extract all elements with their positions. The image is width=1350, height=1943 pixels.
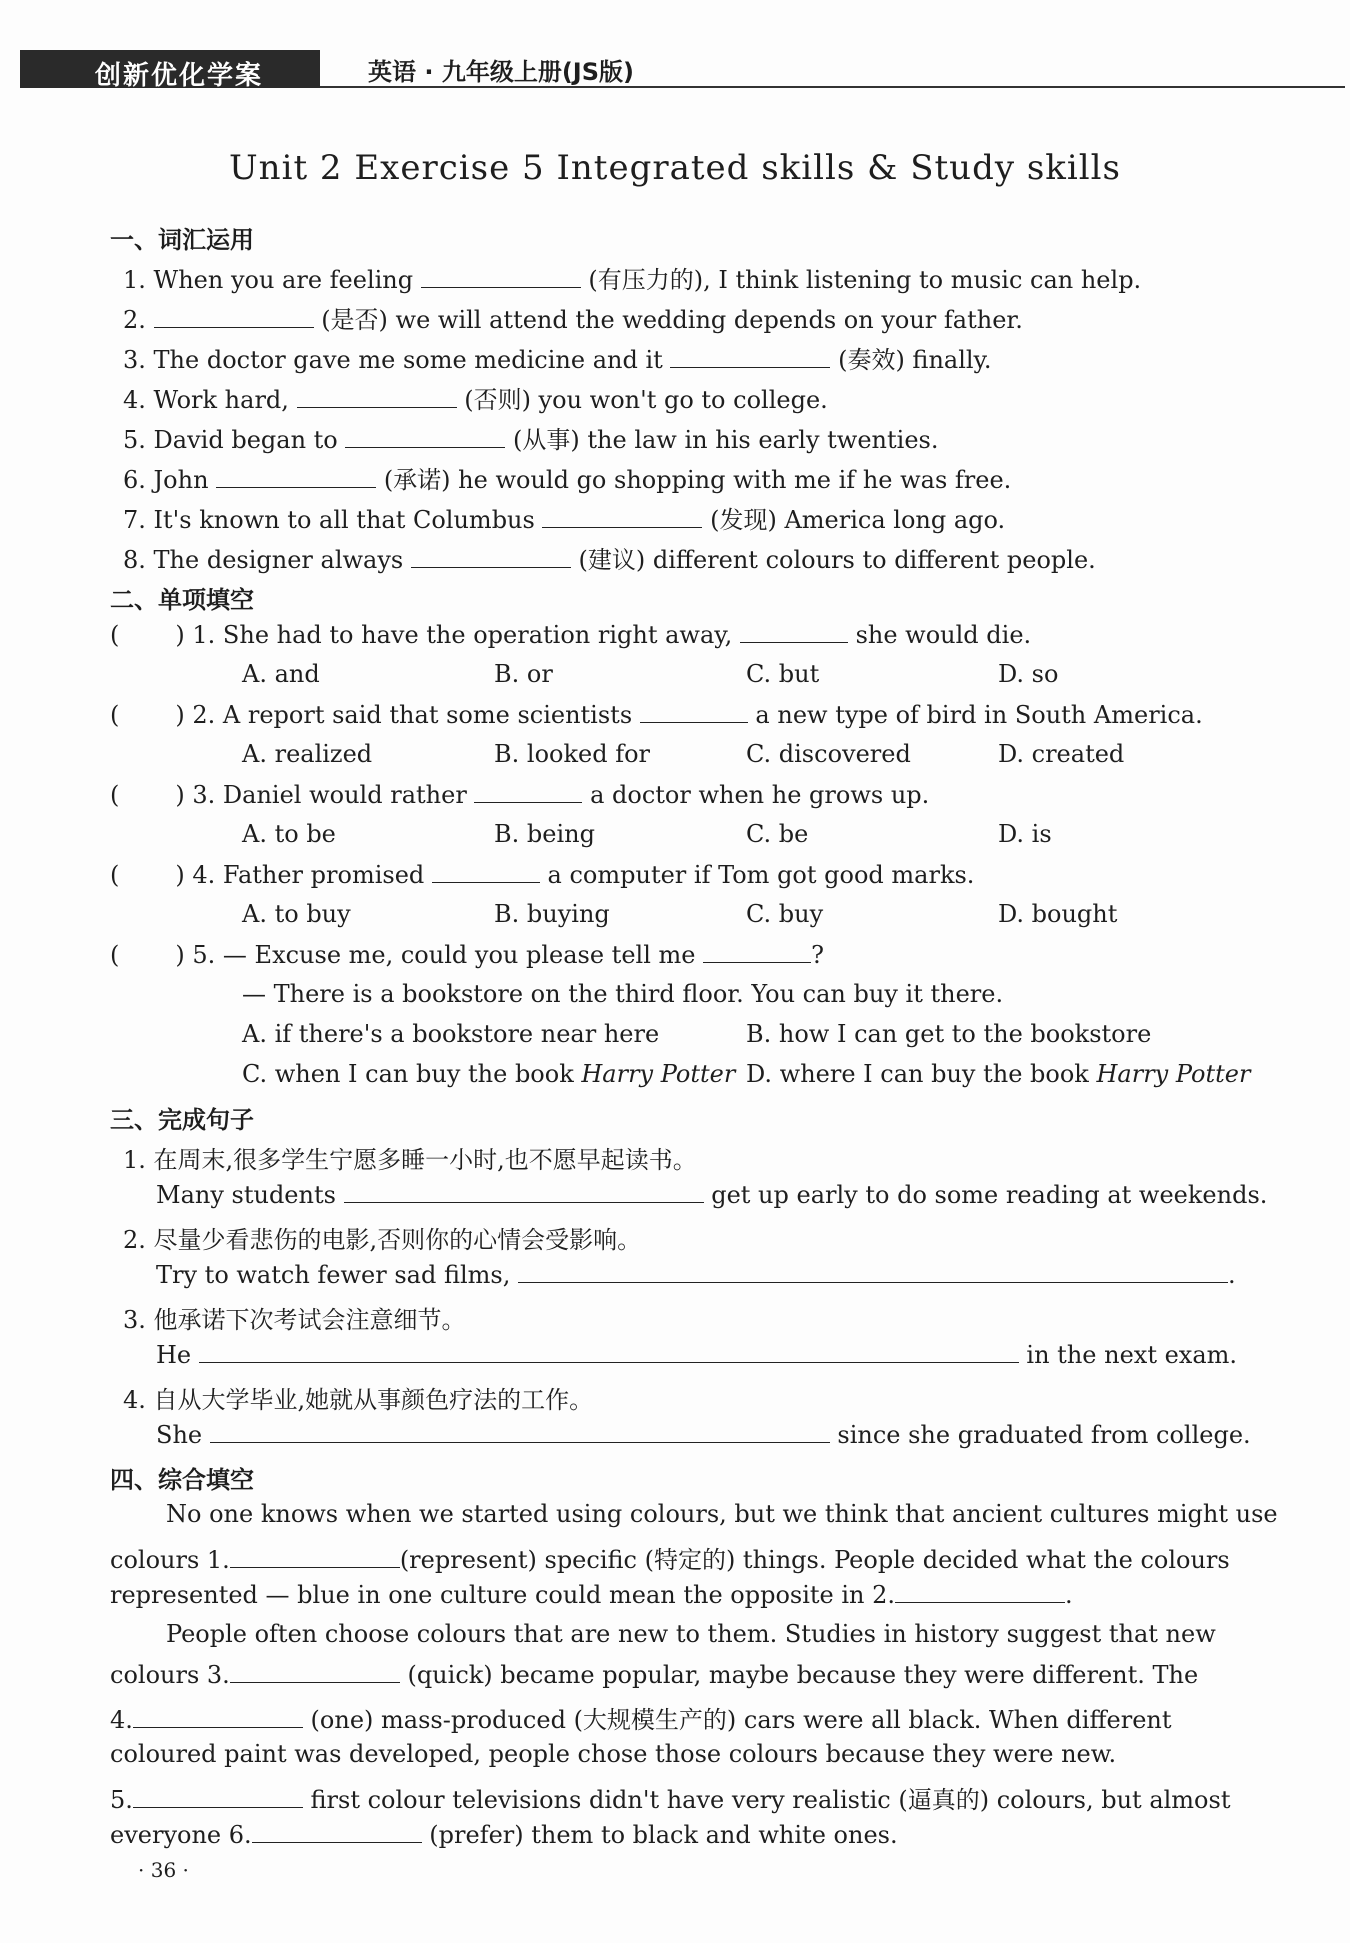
sentence-blank: Many students get up early to do some reading at weekends. <box>156 1181 1268 1209</box>
chinese-prompt: 2. 尽量少看悲伤的电影,否则你的心情会受影响。 <box>123 1226 642 1254</box>
option: B. being <box>494 820 595 848</box>
option: A. realized <box>242 740 373 768</box>
option: A. to buy <box>242 900 351 928</box>
option: B. buying <box>494 900 610 928</box>
option: B. how I can get to the bookstore <box>746 1020 1152 1048</box>
header-rule <box>320 86 1345 88</box>
option: B. or <box>494 660 553 688</box>
section-heading-single-choice: 二、单项填空 <box>110 586 254 614</box>
mc-question-5: ( ) 5. — Excuse me, could you please tell me ? <box>110 941 824 969</box>
sentence-blank: He in the next exam. <box>156 1341 1238 1369</box>
option: A. to be <box>242 820 336 848</box>
passage-line: colours 1. (represent) specific (特定的) things. People decided what the colours <box>110 1546 1230 1574</box>
chinese-prompt: 4. 自从大学毕业,她就从事颜色疗法的工作。 <box>123 1386 594 1414</box>
vocab-item: 4. Work hard, (否则) you won't go to college. <box>123 386 828 414</box>
mc-question-2: ( ) 2. A report said that some scientists a new type of bird in South America. <box>110 701 1203 729</box>
passage-line: represented — blue in one culture could mean the opposite in 2. . <box>110 1581 1073 1609</box>
passage-line: coloured paint was developed, people chose those colours because they were new. <box>110 1740 1117 1768</box>
vocab-item: 1. When you are feeling (有压力的), I think listening to music can help. <box>123 266 1142 294</box>
option: C. buy <box>746 900 824 928</box>
chinese-prompt: 1. 在周末,很多学生宁愿多睡一小时,也不愿早起读书。 <box>123 1146 697 1174</box>
vocab-item: 6. John (承诺) he would go shopping with me if he was free. <box>123 466 1012 494</box>
sentence-blank: Try to watch fewer sad films, . <box>156 1261 1236 1289</box>
page-title: Unit 2 Exercise 5 Integrated skills & Study skills <box>229 148 1121 188</box>
page-number: · 36 · <box>138 1858 189 1882</box>
option: D. bought <box>998 900 1118 928</box>
passage-line: everyone 6. (prefer) them to black and white ones. <box>110 1821 898 1849</box>
option: D. is <box>998 820 1052 848</box>
option: B. looked for <box>494 740 651 768</box>
section-heading-complete-sentences: 三、完成句子 <box>110 1106 254 1134</box>
book-title: 英语 · 九年级上册(JS版) <box>368 58 634 86</box>
sentence-blank: She since she graduated from college. <box>156 1421 1251 1449</box>
vocab-item: 5. David began to (从事) the law in his early twenties. <box>123 426 939 454</box>
mc-question-4: ( ) 4. Father promised a computer if Tom got good marks. <box>110 861 975 889</box>
vocab-item: 3. The doctor gave me some medicine and it (奏效) finally. <box>123 346 992 374</box>
passage-line: People often choose colours that are new to them. Studies in history suggest that new <box>166 1620 1216 1648</box>
passage-line: colours 3. (quick) became popular, maybe because they were different. The <box>110 1661 1199 1689</box>
passage-line: 4. (one) mass-produced (大规模生产的) cars were all black. When different <box>110 1706 1172 1734</box>
section-heading-vocabulary: 一、词汇运用 <box>110 226 254 254</box>
chinese-prompt: 3. 他承诺下次考试会注意细节。 <box>123 1306 466 1334</box>
vocab-item: 7. It's known to all that Columbus (发现) America long ago. <box>123 506 1006 534</box>
option: C. when I can buy the book Harry Potter <box>242 1060 736 1088</box>
passage-line: 5. first colour televisions didn't have very realistic (逼真的) colours, but almost <box>110 1786 1231 1814</box>
option: C. but <box>746 660 820 688</box>
vocab-item: 8. The designer always (建议) different colours to different people. <box>123 546 1096 574</box>
option: C. discovered <box>746 740 911 768</box>
option: D. so <box>998 660 1059 688</box>
brand-name: 创新优化学案 <box>95 61 264 91</box>
mc-question-1: ( ) 1. She had to have the operation right away, she would die. <box>110 621 1032 649</box>
section-heading-cloze: 四、综合填空 <box>110 1466 254 1494</box>
option: D. where I can buy the book Harry Potter <box>746 1060 1251 1088</box>
option: A. and <box>242 660 320 688</box>
mc-question-3: ( ) 3. Daniel would rather a doctor when he grows up. <box>110 781 930 809</box>
option: A. if there's a bookstore near here <box>242 1020 660 1048</box>
option: C. be <box>746 820 809 848</box>
passage-line: No one knows when we started using colours, but we think that ancient cultures might use <box>166 1500 1278 1528</box>
dialogue-reply: — There is a bookstore on the third floor. You can buy it there. <box>242 980 1004 1008</box>
option: D. created <box>998 740 1125 768</box>
vocab-item: 2. (是否) we will attend the wedding depends on your father. <box>123 306 1023 334</box>
